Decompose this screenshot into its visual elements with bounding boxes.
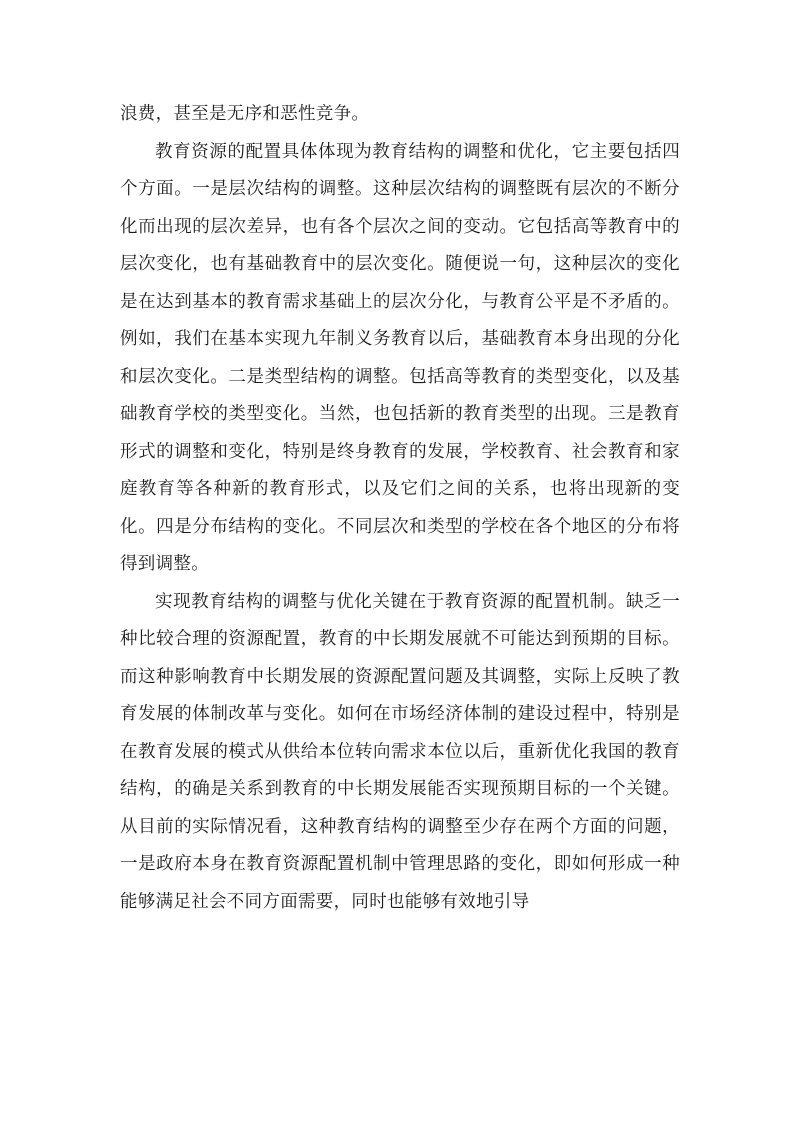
body-text [120,96,680,921]
paragraph-education-structure: 教育资源的配置具体体现为教育结构的调整和优化，它主要包括四个方面。一是层次结构的调整。这种层次结构的调整既有层次的不断分化而出现的层次差异，也有各个层次之间的变动。它包括高等教育中的层次变化，也有基础教育中的层次变化。随便说一句，这种层次的变化是在达到基本的教育需求基础上的层次分化，与教育公平是不矛盾的。例如，我们在基本实现九年制义务教育以后，基础教育本身出现的分化和层次变化。二是类型结构的调整。包括高等教育的类型变化，以及基础教育学校的类型变化。当然，也包括新的教育类型的出现。三是教育形式的调整和变化，特别是终身教育的发展，学校教育、社会教育和家庭教育等各种新的教育形式，以及它们之间的关系，也将出现新的变化。四是分布结构的变化。不同层次和类型的学校在各个地区的分布将得到调整。 [120,141,680,574]
paragraph-continuation: 浪费，甚至是无序和恶性竞争。 [120,104,370,124]
paragraph-resource-allocation: 实现教育结构的调整与优化关键在于教育资源的配置机制。缺乏一种比较合理的资源配置，教育的中长期发展就不可能达到预期的目标。而这种影响教育中长期发展的资源配置问题及其调整，实际上反映了教育发展的体制改革与变化。如何在市场经济体制的建设过程中，特别是在教育发展的模式从供给本位转向需求本位以后，重新优化我国的教育结构，的确是关系到教育的中长期发展能否实现预期目标的一个关键。从目前的实际情况看，这种教育结构的调整至少存在两个方面的问题，一是政府本身在教育资源配置机制中管理思路的变化，即如何形成一种能够满足社会不同方面需要，同时也能够有效地引导 [120,591,680,912]
